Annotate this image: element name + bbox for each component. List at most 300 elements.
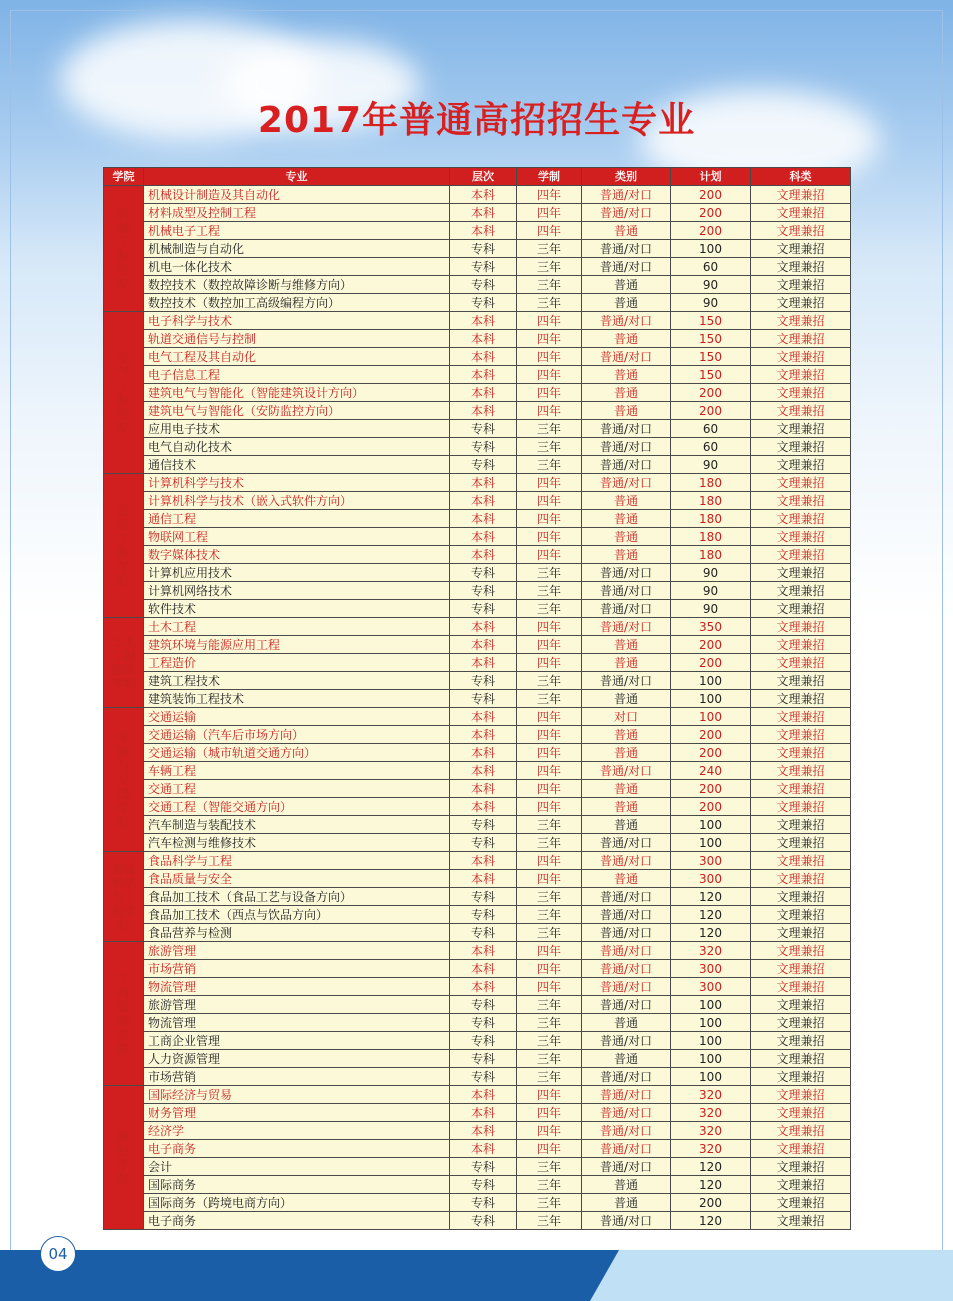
footer-accent — [590, 1250, 953, 1301]
category-cell: 普通 — [582, 528, 671, 546]
category-cell: 对口 — [582, 708, 671, 726]
category-cell: 普通 — [582, 780, 671, 798]
level-cell: 专科 — [450, 258, 517, 276]
subject-cell: 文理兼招 — [751, 330, 851, 348]
major-cell: 汽车制造与装配技术 — [144, 816, 450, 834]
table-row — [104, 906, 851, 924]
plan-cell: 100 — [671, 834, 751, 852]
college-name: 信息工程学院 — [117, 503, 130, 588]
subject-cell: 文理兼招 — [751, 1212, 851, 1230]
level-cell: 本科 — [450, 492, 517, 510]
category-cell: 普通/对口 — [582, 618, 671, 636]
table-row — [104, 1212, 851, 1230]
subject-cell: 文理兼招 — [751, 420, 851, 438]
duration-cell: 四年 — [517, 636, 582, 654]
table-row — [104, 708, 851, 726]
category-cell: 普通 — [582, 690, 671, 708]
duration-cell: 四年 — [517, 366, 582, 384]
subject-cell: 文理兼招 — [751, 348, 851, 366]
subject-cell: 文理兼招 — [751, 1014, 851, 1032]
level-cell: 专科 — [450, 906, 517, 924]
major-cell: 轨道交通信号与控制 — [144, 330, 450, 348]
major-cell: 建筑电气与智能化（智能建筑设计方向） — [144, 384, 450, 402]
college-cell — [104, 852, 144, 942]
level-cell: 专科 — [450, 1176, 517, 1194]
plan-cell: 100 — [671, 240, 751, 258]
subject-cell: 文理兼招 — [751, 222, 851, 240]
level-cell: 本科 — [450, 348, 517, 366]
plan-cell: 300 — [671, 960, 751, 978]
category-cell: 普通/对口 — [582, 1086, 671, 1104]
table-row — [104, 456, 851, 474]
table-row — [104, 204, 851, 222]
subject-cell: 文理兼招 — [751, 528, 851, 546]
plan-cell: 120 — [671, 1212, 751, 1230]
level-cell: 本科 — [450, 1086, 517, 1104]
college-cell — [104, 474, 144, 618]
subject-cell: 文理兼招 — [751, 996, 851, 1014]
table-row — [104, 366, 851, 384]
plan-cell: 100 — [671, 708, 751, 726]
duration-cell: 四年 — [517, 744, 582, 762]
plan-cell: 200 — [671, 780, 751, 798]
category-cell: 普通/对口 — [582, 186, 671, 204]
level-cell: 本科 — [450, 402, 517, 420]
level-cell: 本科 — [450, 636, 517, 654]
plan-cell: 300 — [671, 870, 751, 888]
duration-cell: 四年 — [517, 186, 582, 204]
duration-cell: 三年 — [517, 582, 582, 600]
table-row — [104, 690, 851, 708]
category-cell: 普通/对口 — [582, 672, 671, 690]
category-cell: 普通/对口 — [582, 888, 671, 906]
college-cell — [104, 618, 144, 708]
plan-cell: 150 — [671, 366, 751, 384]
plan-cell: 200 — [671, 798, 751, 816]
major-cell: 交通工程 — [144, 780, 450, 798]
duration-cell: 三年 — [517, 294, 582, 312]
table-row — [104, 582, 851, 600]
major-cell: 财务管理 — [144, 1104, 450, 1122]
plan-cell: 60 — [671, 438, 751, 456]
category-cell: 普通 — [582, 1194, 671, 1212]
plan-cell: 200 — [671, 1194, 751, 1212]
plan-cell: 200 — [671, 222, 751, 240]
subject-cell: 文理兼招 — [751, 924, 851, 942]
table-row — [104, 978, 851, 996]
category-cell: 普通 — [582, 366, 671, 384]
duration-cell: 四年 — [517, 852, 582, 870]
subject-cell: 文理兼招 — [751, 816, 851, 834]
header-college: 学院 — [104, 168, 144, 186]
header-level: 层次 — [450, 168, 517, 186]
plan-cell: 120 — [671, 924, 751, 942]
table-row — [104, 726, 851, 744]
category-cell: 普通 — [582, 402, 671, 420]
plan-cell: 200 — [671, 654, 751, 672]
major-cell: 电气工程及其自动化 — [144, 348, 450, 366]
table-row — [104, 1104, 851, 1122]
major-cell: 人力资源管理 — [144, 1050, 450, 1068]
table-row — [104, 546, 851, 564]
major-cell: 计算机应用技术 — [144, 564, 450, 582]
major-cell: 机电一体化技术 — [144, 258, 450, 276]
category-cell: 普通/对口 — [582, 420, 671, 438]
subject-cell: 文理兼招 — [751, 204, 851, 222]
subject-cell: 文理兼招 — [751, 726, 851, 744]
subject-cell: 文理兼招 — [751, 456, 851, 474]
table-row — [104, 960, 851, 978]
major-cell: 车辆工程 — [144, 762, 450, 780]
level-cell: 专科 — [450, 834, 517, 852]
plan-cell: 100 — [671, 672, 751, 690]
duration-cell: 四年 — [517, 798, 582, 816]
major-cell: 食品加工技术（食品工艺与设备方向） — [144, 888, 450, 906]
table-row — [104, 1032, 851, 1050]
subject-cell: 文理兼招 — [751, 1176, 851, 1194]
level-cell: 专科 — [450, 1068, 517, 1086]
category-cell: 普通 — [582, 1014, 671, 1032]
subject-cell: 文理兼招 — [751, 564, 851, 582]
duration-cell: 四年 — [517, 222, 582, 240]
major-cell: 物联网工程 — [144, 528, 450, 546]
major-cell: 数控技术（数控故障诊断与维修方向） — [144, 276, 450, 294]
subject-cell: 文理兼招 — [751, 240, 851, 258]
table-row — [104, 258, 851, 276]
table-row — [104, 474, 851, 492]
duration-cell: 四年 — [517, 978, 582, 996]
major-cell: 会计 — [144, 1158, 450, 1176]
duration-cell: 四年 — [517, 654, 582, 672]
duration-cell: 三年 — [517, 1194, 582, 1212]
major-cell: 经济学 — [144, 1122, 450, 1140]
table-row — [104, 402, 851, 420]
duration-cell: 四年 — [517, 528, 582, 546]
plan-cell: 100 — [671, 1050, 751, 1068]
table-row — [104, 564, 851, 582]
category-cell: 普通 — [582, 492, 671, 510]
table-row — [104, 1194, 851, 1212]
duration-cell: 四年 — [517, 708, 582, 726]
duration-cell: 四年 — [517, 1122, 582, 1140]
subject-cell: 文理兼招 — [751, 1032, 851, 1050]
page-number: 04 — [40, 1236, 76, 1272]
level-cell: 本科 — [450, 762, 517, 780]
duration-cell: 四年 — [517, 762, 582, 780]
category-cell: 普通/对口 — [582, 582, 671, 600]
level-cell: 本科 — [450, 780, 517, 798]
category-cell: 普通 — [582, 636, 671, 654]
plan-cell: 120 — [671, 1158, 751, 1176]
level-cell: 本科 — [450, 1104, 517, 1122]
duration-cell: 三年 — [517, 690, 582, 708]
plan-cell: 180 — [671, 492, 751, 510]
major-cell: 建筑工程技术 — [144, 672, 450, 690]
level-cell: 本科 — [450, 1140, 517, 1158]
duration-cell: 三年 — [517, 816, 582, 834]
table-row — [104, 222, 851, 240]
category-cell: 普通/对口 — [582, 762, 671, 780]
plan-cell: 150 — [671, 312, 751, 330]
table-row — [104, 744, 851, 762]
subject-cell: 文理兼招 — [751, 474, 851, 492]
plan-cell: 90 — [671, 564, 751, 582]
level-cell: 本科 — [450, 186, 517, 204]
table-row — [104, 780, 851, 798]
level-cell: 本科 — [450, 546, 517, 564]
table-row — [104, 1068, 851, 1086]
plan-cell: 60 — [671, 420, 751, 438]
plan-cell: 180 — [671, 474, 751, 492]
college-name: 车辆与交通学院 — [117, 730, 130, 829]
category-cell: 普通 — [582, 744, 671, 762]
table-row — [104, 654, 851, 672]
plan-cell: 100 — [671, 816, 751, 834]
subject-cell: 文理兼招 — [751, 906, 851, 924]
table-row — [104, 276, 851, 294]
level-cell: 专科 — [450, 600, 517, 618]
table-row — [104, 1122, 851, 1140]
table-row — [104, 618, 851, 636]
major-cell: 建筑电气与智能化（安防监控方向） — [144, 402, 450, 420]
major-cell: 材料成型及控制工程 — [144, 204, 450, 222]
college-name: 食品科学与工程学院 — [111, 861, 136, 932]
major-cell: 数字媒体技术 — [144, 546, 450, 564]
category-cell: 普通/对口 — [582, 1122, 671, 1140]
table-row — [104, 384, 851, 402]
category-cell: 普通/对口 — [582, 438, 671, 456]
category-cell: 普通/对口 — [582, 978, 671, 996]
subject-cell: 文理兼招 — [751, 1140, 851, 1158]
duration-cell: 四年 — [517, 384, 582, 402]
duration-cell: 三年 — [517, 1068, 582, 1086]
level-cell: 本科 — [450, 942, 517, 960]
college-cell — [104, 312, 144, 474]
plan-cell: 350 — [671, 618, 751, 636]
table-row — [104, 294, 851, 312]
duration-cell: 三年 — [517, 1176, 582, 1194]
category-cell: 普通 — [582, 870, 671, 888]
level-cell: 专科 — [450, 294, 517, 312]
level-cell: 本科 — [450, 852, 517, 870]
table-row — [104, 1140, 851, 1158]
plan-cell: 100 — [671, 1068, 751, 1086]
level-cell: 本科 — [450, 474, 517, 492]
major-cell: 建筑装饰工程技术 — [144, 690, 450, 708]
duration-cell: 三年 — [517, 906, 582, 924]
plan-cell: 200 — [671, 726, 751, 744]
duration-cell: 三年 — [517, 456, 582, 474]
category-cell: 普通/对口 — [582, 1068, 671, 1086]
table-row — [104, 942, 851, 960]
level-cell: 本科 — [450, 366, 517, 384]
major-cell: 通信技术 — [144, 456, 450, 474]
subject-cell: 文理兼招 — [751, 600, 851, 618]
level-cell: 专科 — [450, 996, 517, 1014]
table-row — [104, 528, 851, 546]
level-cell: 本科 — [450, 960, 517, 978]
major-cell: 应用电子技术 — [144, 420, 450, 438]
major-cell: 国际商务（跨境电商方向） — [144, 1194, 450, 1212]
table-row — [104, 798, 851, 816]
subject-cell: 文理兼招 — [751, 852, 851, 870]
category-cell: 普通 — [582, 384, 671, 402]
table-row — [104, 672, 851, 690]
duration-cell: 四年 — [517, 1140, 582, 1158]
major-cell: 物流管理 — [144, 978, 450, 996]
subject-cell: 文理兼招 — [751, 546, 851, 564]
major-cell: 市场营销 — [144, 960, 450, 978]
subject-cell: 文理兼招 — [751, 870, 851, 888]
subject-cell: 文理兼招 — [751, 1122, 851, 1140]
category-cell: 普通/对口 — [582, 456, 671, 474]
plan-cell: 320 — [671, 942, 751, 960]
level-cell: 本科 — [450, 726, 517, 744]
subject-cell: 文理兼招 — [751, 654, 851, 672]
subject-cell: 文理兼招 — [751, 1050, 851, 1068]
subject-cell: 文理兼招 — [751, 510, 851, 528]
major-cell: 电子商务 — [144, 1212, 450, 1230]
duration-cell: 三年 — [517, 258, 582, 276]
plan-cell: 180 — [671, 510, 751, 528]
duration-cell: 三年 — [517, 420, 582, 438]
table-row — [104, 420, 851, 438]
duration-cell: 三年 — [517, 1158, 582, 1176]
category-cell: 普通 — [582, 330, 671, 348]
subject-cell: 文理兼招 — [751, 294, 851, 312]
major-cell: 机械设计制造及其自动化 — [144, 186, 450, 204]
plan-cell: 180 — [671, 546, 751, 564]
plan-cell: 90 — [671, 582, 751, 600]
duration-cell: 四年 — [517, 312, 582, 330]
plan-cell: 200 — [671, 636, 751, 654]
subject-cell: 文理兼招 — [751, 708, 851, 726]
duration-cell: 三年 — [517, 600, 582, 618]
major-cell: 国际商务 — [144, 1176, 450, 1194]
table-row — [104, 1050, 851, 1068]
table-row — [104, 762, 851, 780]
table-row — [104, 600, 851, 618]
duration-cell: 四年 — [517, 942, 582, 960]
subject-cell: 文理兼招 — [751, 672, 851, 690]
level-cell: 本科 — [450, 708, 517, 726]
subject-cell: 文理兼招 — [751, 978, 851, 996]
major-cell: 电子科学与技术 — [144, 312, 450, 330]
level-cell: 本科 — [450, 978, 517, 996]
duration-cell: 三年 — [517, 276, 582, 294]
plan-cell: 100 — [671, 1014, 751, 1032]
level-cell: 专科 — [450, 816, 517, 834]
table-row — [104, 852, 851, 870]
plan-cell: 90 — [671, 600, 751, 618]
plan-cell: 90 — [671, 456, 751, 474]
table-row — [104, 1158, 851, 1176]
plan-cell: 120 — [671, 1176, 751, 1194]
category-cell: 普通 — [582, 546, 671, 564]
duration-cell: 三年 — [517, 996, 582, 1014]
major-cell: 通信工程 — [144, 510, 450, 528]
level-cell: 专科 — [450, 888, 517, 906]
table-header-row — [104, 168, 851, 186]
major-cell: 计算机科学与技术 — [144, 474, 450, 492]
plan-cell: 150 — [671, 330, 751, 348]
plan-cell: 100 — [671, 996, 751, 1014]
major-cell: 机械电子工程 — [144, 222, 450, 240]
plan-cell: 100 — [671, 1032, 751, 1050]
level-cell: 专科 — [450, 924, 517, 942]
college-cell — [104, 708, 144, 852]
plan-cell: 200 — [671, 744, 751, 762]
subject-cell: 文理兼招 — [751, 762, 851, 780]
plan-cell: 90 — [671, 294, 751, 312]
level-cell: 专科 — [450, 420, 517, 438]
level-cell: 本科 — [450, 330, 517, 348]
table-row — [104, 870, 851, 888]
level-cell: 专科 — [450, 690, 517, 708]
duration-cell: 三年 — [517, 834, 582, 852]
duration-cell: 四年 — [517, 780, 582, 798]
category-cell: 普通/对口 — [582, 564, 671, 582]
level-cell: 专科 — [450, 240, 517, 258]
subject-cell: 文理兼招 — [751, 798, 851, 816]
table-row — [104, 312, 851, 330]
plan-cell: 320 — [671, 1104, 751, 1122]
subject-cell: 文理兼招 — [751, 258, 851, 276]
subject-cell: 文理兼招 — [751, 312, 851, 330]
plan-cell: 120 — [671, 906, 751, 924]
subject-cell: 文理兼招 — [751, 402, 851, 420]
major-cell: 工程造价 — [144, 654, 450, 672]
table-row — [104, 348, 851, 366]
table-row — [104, 924, 851, 942]
duration-cell: 四年 — [517, 402, 582, 420]
major-cell: 物流管理 — [144, 1014, 450, 1032]
level-cell: 本科 — [450, 654, 517, 672]
category-cell: 普通/对口 — [582, 1032, 671, 1050]
category-cell: 普通 — [582, 798, 671, 816]
duration-cell: 四年 — [517, 492, 582, 510]
level-cell: 本科 — [450, 870, 517, 888]
duration-cell: 三年 — [517, 1212, 582, 1230]
major-cell: 交通运输（汽车后市场方向） — [144, 726, 450, 744]
duration-cell: 三年 — [517, 240, 582, 258]
plan-cell: 150 — [671, 348, 751, 366]
major-cell: 建筑环境与能源应用工程 — [144, 636, 450, 654]
table-row — [104, 510, 851, 528]
duration-cell: 三年 — [517, 1032, 582, 1050]
subject-cell: 文理兼招 — [751, 942, 851, 960]
duration-cell: 四年 — [517, 348, 582, 366]
major-cell: 计算机科学与技术（嵌入式软件方向） — [144, 492, 450, 510]
major-cell: 交通运输 — [144, 708, 450, 726]
college-name: 工商管理学院 — [117, 971, 130, 1056]
plan-cell: 300 — [671, 978, 751, 996]
level-cell: 专科 — [450, 276, 517, 294]
subject-cell: 文理兼招 — [751, 276, 851, 294]
plan-cell: 320 — [671, 1086, 751, 1104]
subject-cell: 文理兼招 — [751, 1158, 851, 1176]
level-cell: 专科 — [450, 564, 517, 582]
college-cell — [104, 1086, 144, 1230]
header-subject: 科类 — [751, 168, 851, 186]
header-plan: 计划 — [671, 168, 751, 186]
category-cell: 普通/对口 — [582, 600, 671, 618]
subject-cell: 文理兼招 — [751, 744, 851, 762]
college-cell — [104, 186, 144, 312]
plan-cell: 240 — [671, 762, 751, 780]
major-cell: 国际经济与贸易 — [144, 1086, 450, 1104]
subject-cell: 文理兼招 — [751, 1194, 851, 1212]
